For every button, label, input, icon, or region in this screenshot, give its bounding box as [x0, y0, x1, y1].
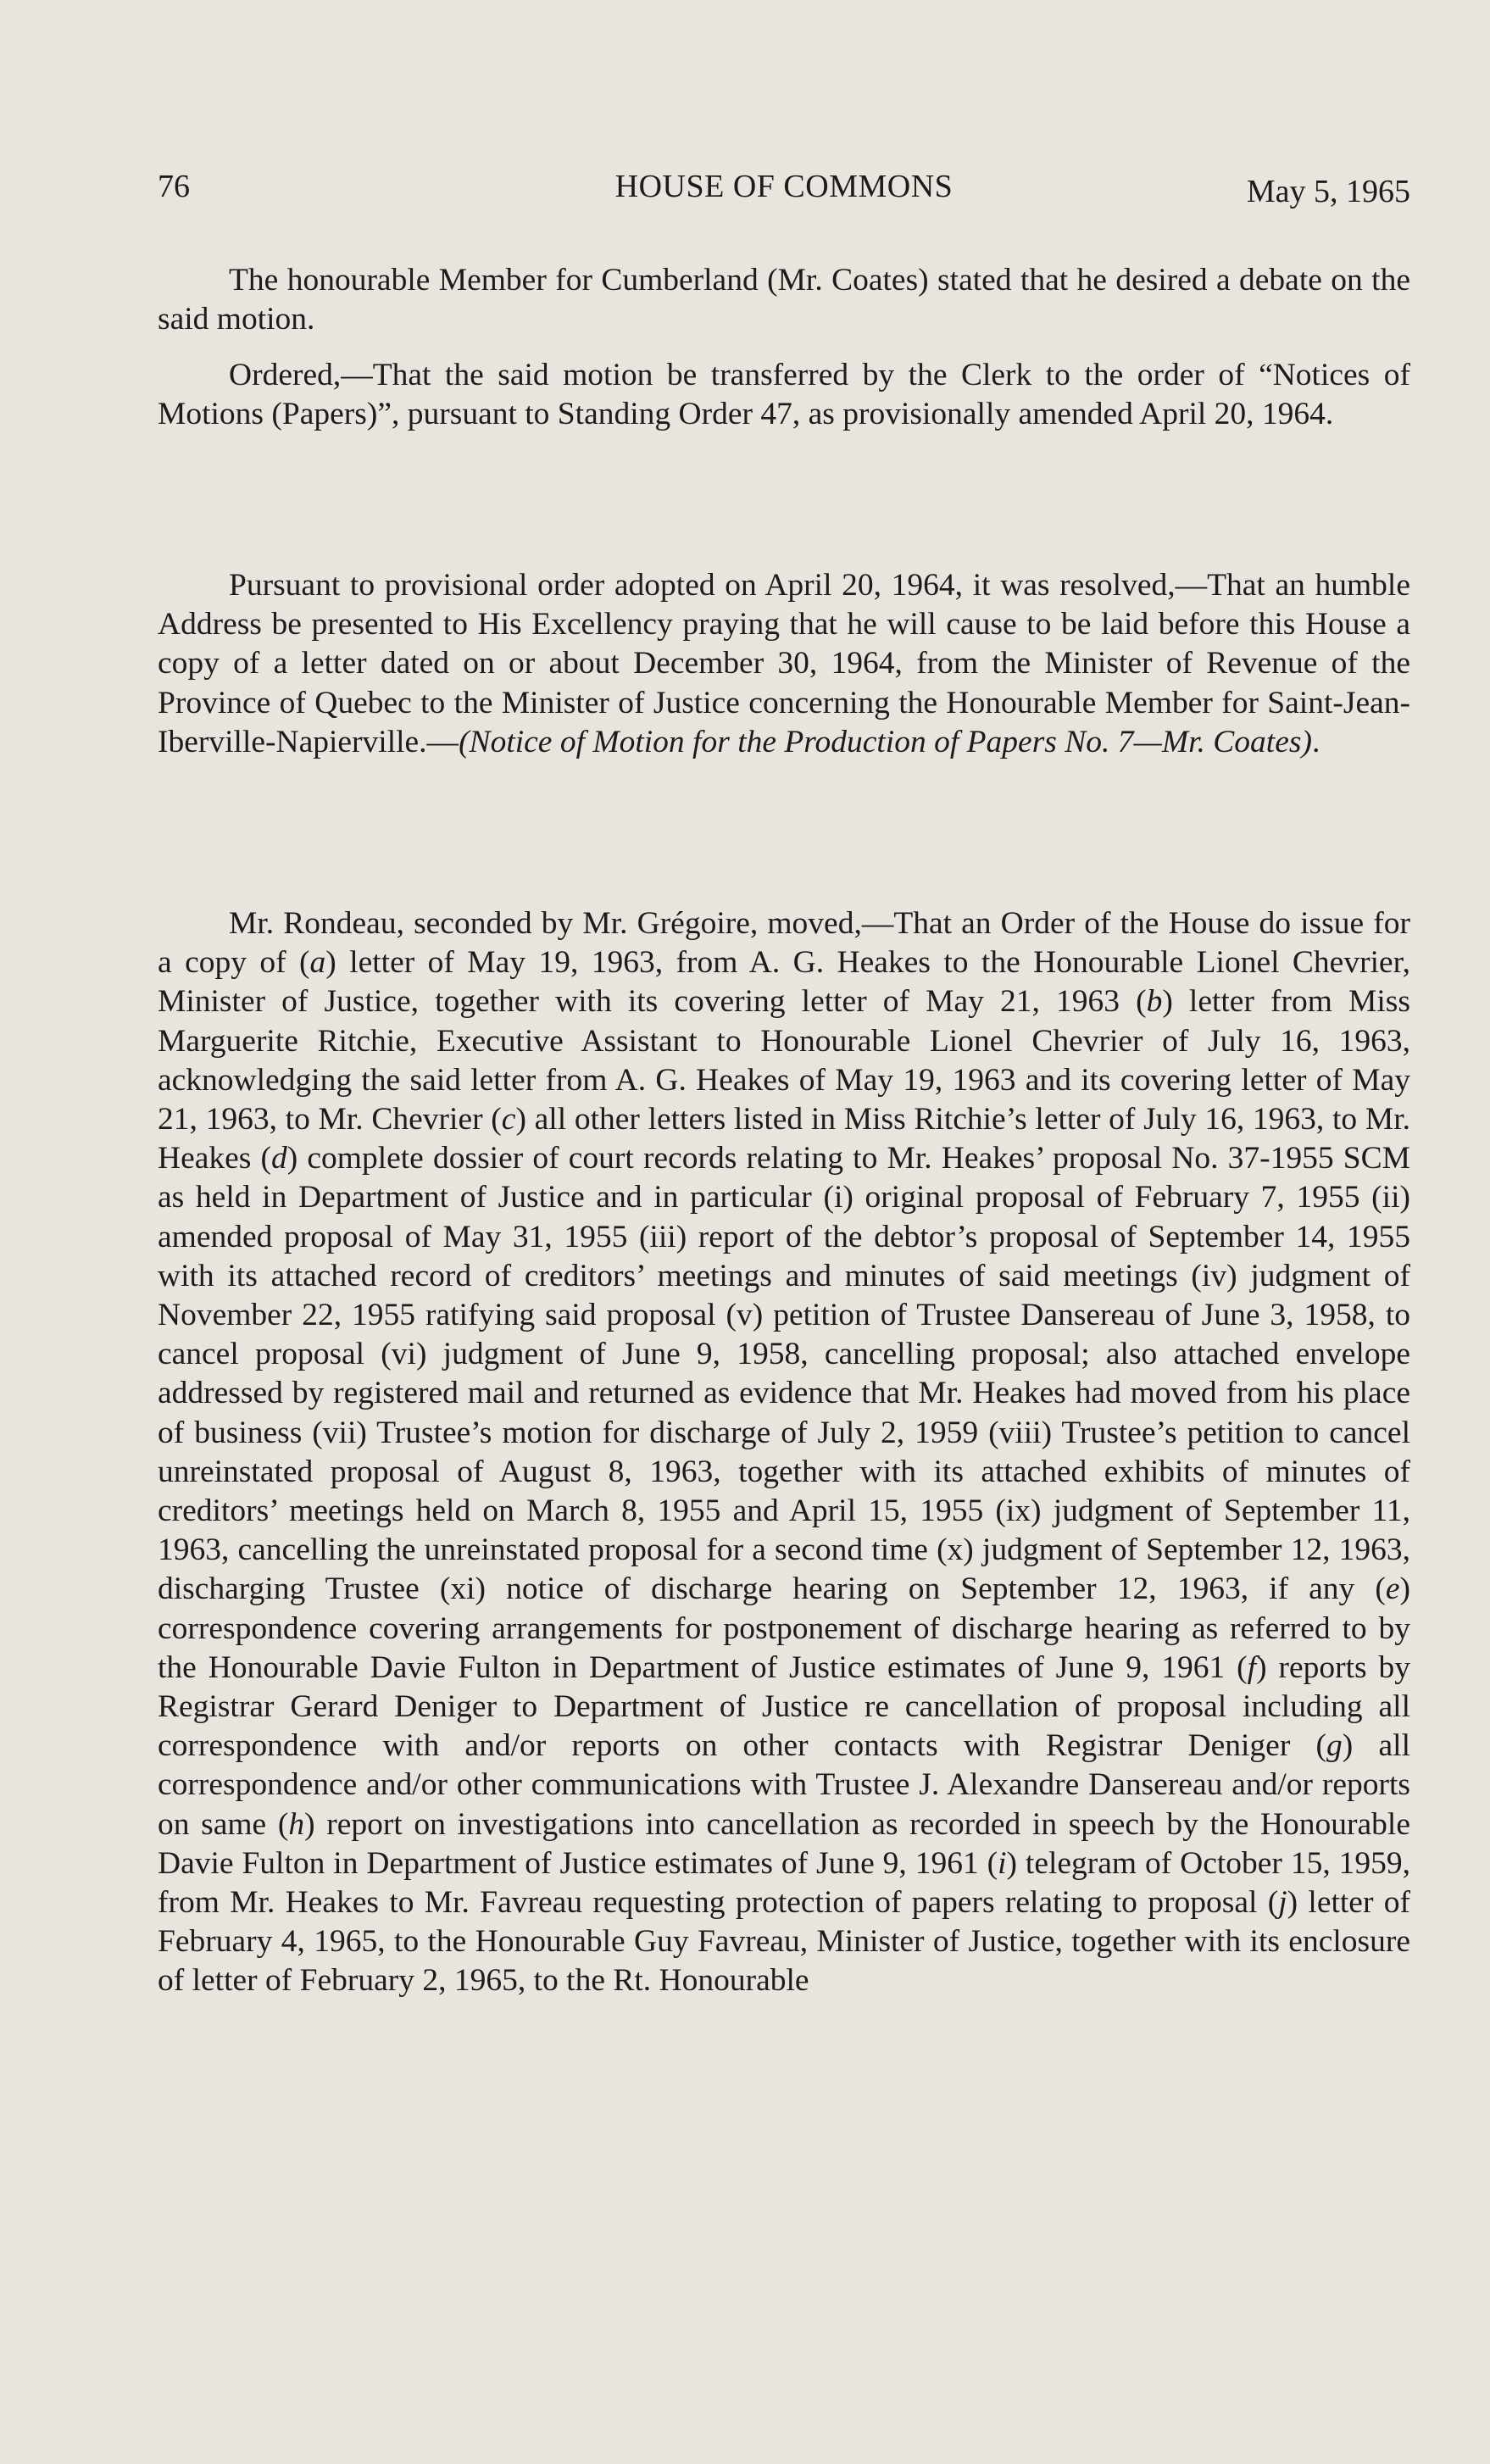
- motion-text: ) correspondence covering arrangements for postponement of discharge hearing as referred to by the Honourable Davie Fulton in Department of Justice estimates of June 9, 1961 (: [158, 1571, 1410, 1685]
- item-letter: b: [1146, 984, 1163, 1020]
- paragraph-text: Pursuant to provisional order adopted on April 20, 1964, it was resolved,—That an humble Address be presented to His Excellency praying that he will cause to be laid before this House a copy of a letter dated on or about December 30, 1964, from the Minister of Revenue of the Province of Quebec to the Minister of Justice concerning the Honourable Member for Saint-Jean-Iberville-Napierville.—: [158, 568, 1410, 759]
- paragraph-ordered: [158, 356, 1410, 434]
- motion-text: ) letter from Miss Marguerite Ritchie, Executive Assistant to Honourable Lionel Chevrier of July 16, 1963, acknowledging the said letter from A. G. Heakes of May 19, 1963 and its covering letter of May 21, 1963, to Mr. Chevrier (: [158, 984, 1410, 1137]
- page-header: [158, 168, 1410, 219]
- motion-text: ) letter of May 19, 1963, from A. G. Heakes to the Honourable Lionel Chevrier, Minister of Justice, together with its covering letter of May 21, 1963 (: [158, 945, 1410, 1020]
- motion-text: ) all other letters listed in Miss Ritchie’s letter of July 16, 1963, to Mr. Heakes (: [158, 1102, 1410, 1176]
- paragraph-debate-notice: [158, 261, 1410, 339]
- item-letter: a: [309, 945, 326, 981]
- motion-text: ) telegram of October 15, 1959, from Mr. Heakes to Mr. Favreau requesting protection of papers relating to proposal (: [158, 1845, 1410, 1921]
- paragraph-text: The honourable Member for Cumberland (Mr. Coates) stated that he desired a debate on the said motion.: [158, 263, 1410, 337]
- item-letter: j: [1278, 1885, 1287, 1921]
- paragraph-resolution: [158, 566, 1410, 762]
- header-date: May 5, 1965: [1246, 174, 1410, 209]
- item-letter: e: [1385, 1571, 1400, 1607]
- motion-text: ) letter of February 4, 1965, to the Honourable Guy Favreau, Minister of Justice, together with its enclosure of letter of February 2, 1965, to the Rt. Honourable: [158, 1885, 1410, 1999]
- motion-text: ) report on investigations into cancellation as recorded in speech by the Honourable Davie Fulton in Department of Justice estimates of June 9, 1961 (: [158, 1806, 1410, 1881]
- motion-text: Mr. Rondeau, seconded by Mr. Grégoire, moved,—That an Order of the House do issue for a copy of (: [158, 906, 1410, 981]
- paragraph-text: Ordered,—That the said motion be transferred by the Clerk to the order of “Notices of Motions (Papers)”, pursuant to Standing Order 47, as provisionally amended April 20, 1964.: [158, 358, 1410, 432]
- item-letter: h: [288, 1806, 305, 1842]
- motion-text: ) reports by Registrar Gerard Deniger to Department of Justice re cancellation of proposal including all correspondence with and/or reports on other contacts with Registrar Deniger (: [158, 1649, 1411, 1764]
- item-letter: i: [998, 1845, 1007, 1881]
- notice-reference: (Notice of Motion for the Production of Papers No. 7—Mr. Coates): [459, 724, 1312, 759]
- page-number: 76: [158, 169, 190, 204]
- motion-text: ) complete dossier of court records relating to Mr. Heakes’ proposal No. 37-1955 SCM as held in Department of Justice and in particular (i) original proposal of February 7, 1955 (ii) amended proposal of May 31, 1955 (iii) report of the debtor’s proposal of September 14, 1955 with its attached record of creditors’ meetings and minutes of said meetings (iv) judgment of November 22, 1955 ratifying said proposal (v) petition of Trustee Dansereau of June 3, 1958, to cancel proposal (vi) judgment of June 9, 1958, cancelling proposal; also attached envelope addressed by registered mail and returned as evidence that Mr. Heakes had moved from his place of business (vii) Trustee’s motion for discharge of July 2, 1959 (viii) Trustee’s petition to cancel unreinstated proposal of August 8, 1963, together with its attached exhibits of minutes of creditors’ meetings held on March 8, 1955 and April 15, 1955 (ix) judgment of September 11, 1963, cancelling the unreinstated proposal for a second time (x) judgment of September 12, 1963, discharging Trustee (xi) notice of discharge hearing on September 12, 1963, if any (: [158, 1141, 1410, 1607]
- running-title: HOUSE OF COMMONS: [614, 169, 953, 204]
- item-letter: d: [271, 1141, 287, 1176]
- paragraph-motion: [158, 904, 1410, 2001]
- item-letter: f: [1247, 1649, 1257, 1685]
- item-letter: c: [501, 1102, 516, 1137]
- paragraph-end: .: [1311, 724, 1320, 759]
- motion-text: ) all correspondence and/or other communications with Trustee J. Alexandre Dansereau and/or reports on same (: [158, 1728, 1410, 1842]
- item-letter: g: [1326, 1728, 1343, 1764]
